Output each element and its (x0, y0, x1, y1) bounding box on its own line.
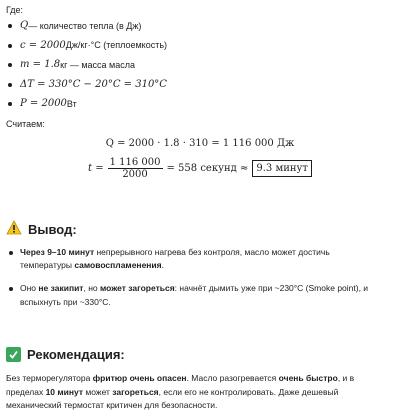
rec-part: Без терморегулятора (6, 373, 93, 383)
bold-text: самовоспламенения (74, 260, 162, 271)
warning-icon (6, 220, 22, 240)
def-math: c = 2000 (20, 39, 66, 51)
eq-fraction (108, 157, 163, 180)
plain-text: , но (83, 283, 100, 294)
bold-text: Через 9–10 минут (20, 247, 95, 257)
bold-text: не закипит (38, 283, 84, 294)
rec-part-bold: загореться (112, 386, 159, 397)
def-text: Дж/кг·°C (теплоемкость) (65, 40, 168, 51)
fraction-numerator: 1 116 000 (109, 157, 161, 168)
definition-item (6, 16, 386, 36)
rec-part: , и в пределах (6, 373, 355, 397)
conclusion-heading (6, 220, 77, 240)
rec-part-bold: 10 минут (45, 386, 84, 397)
def-text: — количество тепла (в Дж) (28, 20, 142, 31)
conclusion-title: Вывод: (28, 222, 77, 237)
rec-part-bold: фритюр очень опасен (92, 373, 187, 383)
def-math: ΔT = 330°C − 20°C = 310°C (20, 78, 167, 90)
definition-item (6, 55, 386, 75)
bold-text: может загореться (100, 283, 175, 294)
conclusion-list (6, 246, 381, 319)
definition-item (6, 36, 386, 56)
eq-time-lhs: t = (88, 162, 104, 174)
plain-text: Оно (20, 283, 39, 294)
recommendation-text (6, 372, 391, 413)
plain-text: : начнёт дымить уже при ~230°C (Smoke point), и вспыхнуть при ~330°C. (20, 283, 369, 307)
calc-label: Считаем: (6, 119, 45, 129)
definition-item (6, 75, 386, 95)
where-label: Где: (6, 5, 24, 15)
definitions-list (6, 16, 386, 114)
eq-time-middle: = 558 секунд ≈ (166, 162, 249, 174)
recommendation-heading (6, 346, 125, 364)
equation-heat: Q = 2000 · 1.8 · 310 = 1 116 000 Дж (105, 138, 295, 149)
def-math: P = 2000 (20, 98, 67, 109)
rec-part-bold: очень быстро (278, 373, 338, 383)
conclusion-item (6, 282, 381, 308)
fraction-denominator: 2000 (122, 169, 148, 180)
eq-result-box: 9.3 минут (252, 160, 312, 178)
def-math: m = 1.8 (20, 59, 61, 70)
equation-time (0, 157, 400, 180)
def-text: Вт (66, 98, 77, 109)
check-mark-icon (6, 347, 21, 362)
recommendation-title: Рекомендация: (27, 347, 125, 362)
rec-part: , если его не контролировать. Даже дешевый механический термостат критичен для безопасности. (6, 386, 339, 411)
plain-text: . (161, 260, 164, 271)
rec-part: может (83, 386, 113, 397)
conclusion-item (6, 246, 381, 272)
plain-text: непрерывного нагрева без контроля, масло может достичь температуры (20, 247, 330, 271)
definition-item (6, 94, 386, 114)
def-text: кг — масса масла (60, 59, 135, 70)
rec-part: . Масло разогревается (186, 373, 279, 383)
def-math: Q (20, 20, 29, 31)
